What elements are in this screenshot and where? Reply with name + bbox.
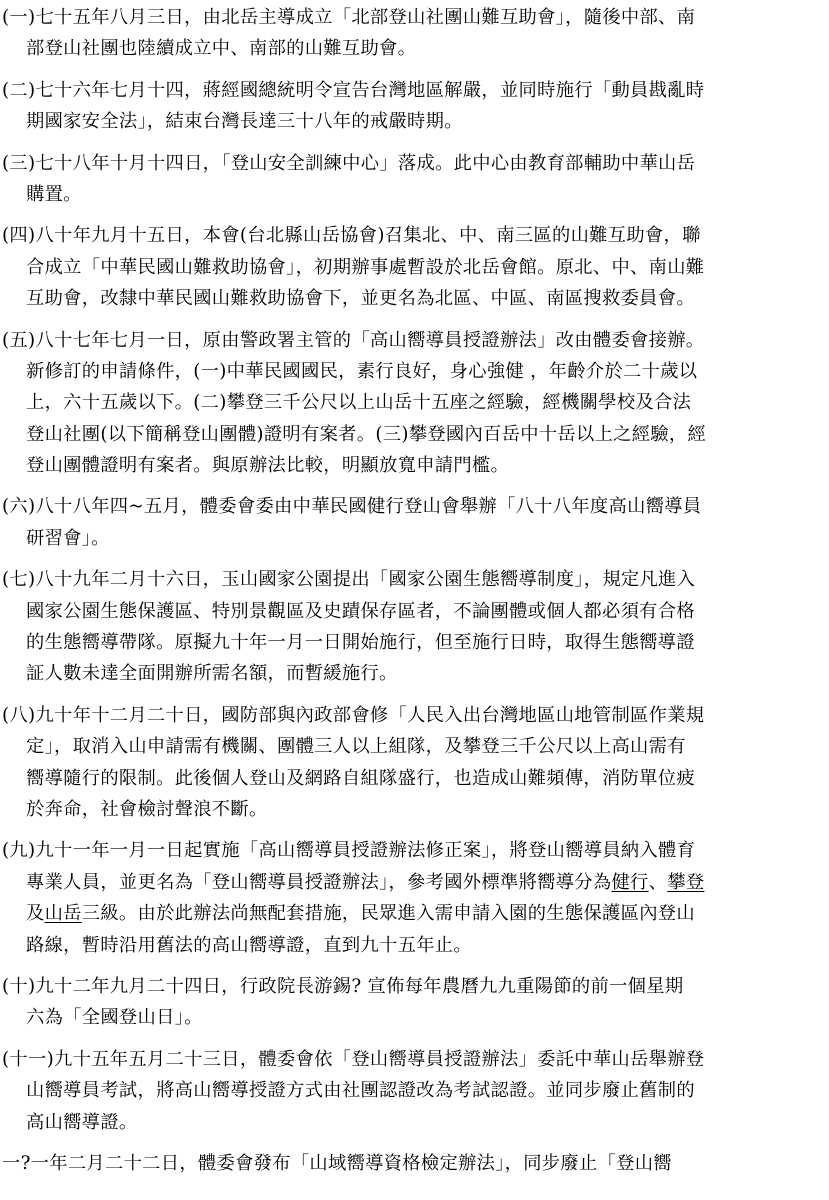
- entry-3-line-2: 購置。: [26, 183, 82, 205]
- document-body: [0, 2, 829, 1189]
- entry-6: [0, 491, 829, 554]
- entry-11-line-1: (十一)九十五年五月二十三日，體委會依「登山嚮導員授證辦法」委託中華山岳舉辦登: [2, 1048, 705, 1070]
- entry-6-line-1: (六)八十八年四~五月，體委會委由中華民國健行登山會舉辦「八十八年度高山嚮導員: [2, 496, 702, 518]
- underlined-term: 山岳: [44, 903, 82, 925]
- entry-9-line-2: 專業人員，並更名為「登山嚮導員授證辦法」，參考國外標準將嚮導分為健行、攀登: [26, 871, 705, 893]
- entry-10: [0, 971, 829, 1034]
- entry-3-line-1: (三)七十八年十月十四日，「登山安全訓練中心」落成。此中心由教育部輔助中華山岳: [2, 152, 696, 174]
- entry-7-line-4: 証人數未達全面開辦所需名額，而暫緩施行。: [26, 663, 398, 685]
- entry-5-line-1: (五)八十七年七月一日，原由警政署主管的「高山嚮導員授證辦法」改由體委會接辦。: [2, 329, 705, 351]
- entry-2-line-2: 期國家安全法」，結束台灣長達三十八年的戒嚴時期。: [26, 111, 463, 133]
- entry-2: [0, 75, 829, 138]
- entry-1-line-1: (一)七十五年八月三日，由北岳主導成立「北部登山社團山難互助會」，隨後中部、南: [2, 7, 696, 28]
- entry-5-line-4: 登山社團(以下簡稱登山團體)證明有案者。(三)攀登國內百岳中十岳以上之經驗，經: [26, 423, 707, 445]
- entry-9-line-1: (九)九十一年一月一日起實施「高山嚮導員授證辦法修正案」，將登山嚮導員納入體育: [2, 840, 696, 862]
- entry-8: [0, 700, 829, 826]
- entry-1-line-2: 部登山社團也陸續成立中、南部的山難互助會。: [26, 38, 417, 60]
- entry-11-line-2: 山嚮導員考試，將高山嚮導授證方式由社團認證改為考試認證。並同步廢止舊制的: [26, 1080, 695, 1102]
- entry-9: [0, 835, 829, 961]
- entry-9-line-3: 及山岳三級。由於此辦法尚無配套措施，民眾進入需申請入園的生態保護區內登山: [26, 903, 695, 925]
- entry-5-line-2: 新修訂的申請條件，(一)中華民國國民，素行良好，身心強健 ，年齡介於二十歲以: [26, 360, 698, 382]
- entry-7-line-1: (七)八十九年二月十六日，玉山國家公園提出「國家公園生態嚮導制度」，規定凡進入: [2, 569, 696, 591]
- entry-4: [0, 220, 829, 314]
- entry-8-line-4: 於奔命，社會檢討聲浪不斷。: [26, 798, 268, 820]
- entry-9-line-4: 路線，暫時沿用舊法的高山嚮導證，直到九十五年止。: [26, 934, 472, 956]
- entry-8-line-3: 嚮導隨行的限制。此後個人登山及網路自組隊盛行，也造成山難頻傳，消防單位疲: [26, 767, 695, 789]
- entry-12: [0, 1148, 829, 1179]
- entry-2-line-1: (二)七十六年七月十四，蔣經國總統明令宣告台灣地區解嚴，並同時施行「動員戡亂時: [2, 79, 705, 101]
- entry-8-line-1: (八)九十年十二月二十日，國防部與內政部會修「人民入出台灣地區山地管制區作業規: [2, 704, 705, 726]
- entry-4-line-1: (四)八十年九月十五日，本會(台北縣山岳協會)召集北、中、南三區的山難互助會，聯: [2, 225, 701, 247]
- entry-5-line-3: 上，六十五歲以下。(二)攀登三千公尺以上山岳十五座之經驗，經機關學校及合法: [26, 392, 692, 414]
- entry-4-line-3: 互助會，改隸中華民國山難救助協會下，並更名為北區、中區、南區搜救委員會。: [26, 288, 695, 310]
- entry-11: [0, 1044, 829, 1138]
- entry-6-line-2: 研習會」。: [26, 527, 110, 549]
- underlined-term: 健行: [611, 871, 649, 893]
- entry-4-line-2: 合成立「中華民國山難救助協會」，初期辦事處暫設於北岳會館。原北、中、南山難: [26, 256, 705, 278]
- entry-8-line-2: 定」，取消入山申請需有機關、團體三人以上組隊，及攀登三千公尺以上高山需有: [26, 736, 686, 758]
- entry-5: [0, 325, 829, 482]
- entry-7: [0, 564, 829, 690]
- entry-10-line-1: (十)九十二年九月二十四日，行政院長游錫? 宣佈每年農曆九九重陽節的前一個星期: [2, 975, 684, 997]
- entry-7-line-3: 的生態嚮導帶隊。原擬九十年一月一日開始施行，但至施行日時，取得生態嚮導證: [26, 632, 695, 654]
- entry-5-line-5: 登山團體證明有案者。與原辦法比較，明顯放寬申請門檻。: [26, 455, 510, 477]
- entry-12-line-1: 一?一年二月二十二日，體委會發布「山域嚮導資格檢定辦法」，同步廢止「登山嚮: [2, 1152, 672, 1174]
- entry-10-line-2: 六為「全國登山日」。: [26, 1007, 203, 1029]
- underlined-term: 攀登: [667, 871, 705, 893]
- entry-3: [0, 148, 829, 211]
- entry-7-line-2: 國家公園生態保護區、特別景觀區及史蹟保存區者，不論團體或個人都必須有合格: [26, 600, 695, 622]
- entry-11-line-3: 高山嚮導證。: [26, 1111, 138, 1133]
- entry-1: [0, 2, 829, 65]
